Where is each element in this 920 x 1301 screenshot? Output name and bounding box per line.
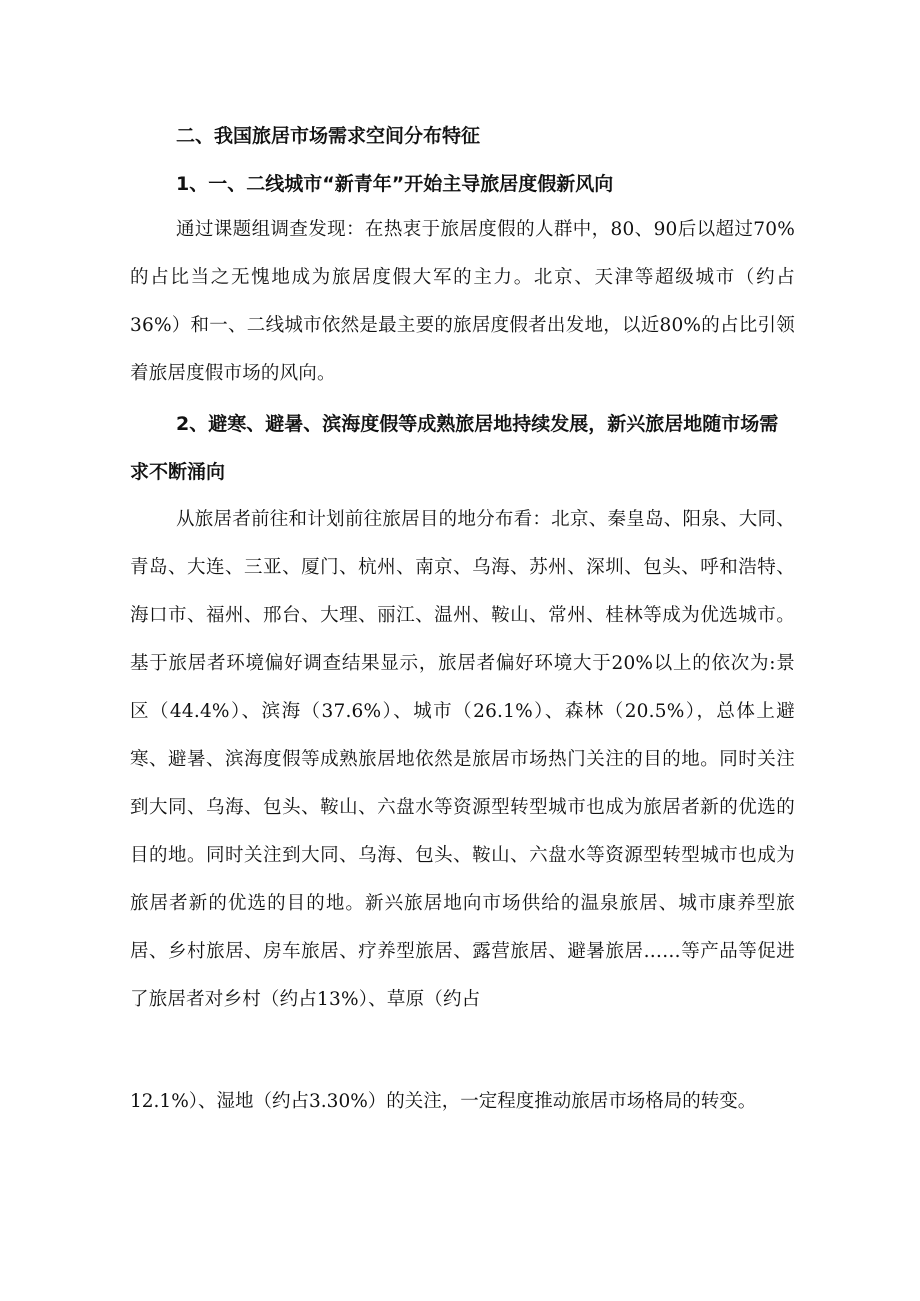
paragraph-survey-findings: 通过课题组调查发现：在热衷于旅居度假的人群中，80、90后以超过70%的占比当之无愧地成为旅居度假大军的主力。北京、天津等超级城市（约占36%）和一、二线城市依然是最主要的旅居度假者出发地，以近80%的占比引领着旅居度假市场的风向。	[130, 219, 795, 384]
subheading-new-youth: 1、一、二线城市“新青年”开始主导旅居度假新风向	[176, 173, 614, 195]
paragraph-destination-distribution-tail: 12.1%）、湿地（约占3.30%）的关注，一定程度推动旅居市场格局的转变。	[130, 1091, 757, 1112]
paragraph-destination-distribution: 从旅居者前往和计划前往旅居目的地分布看：北京、秦皇岛、阳泉、大同、青岛、大连、三亚、厦门、杭州、南京、乌海、苏州、深圳、包头、呼和浩特、海口市、福州、邢台、大理、丽江、温州、鞍山、常州、桂林等成为优选城市。基于旅居者环境偏好调查结果显示，旅居者偏好环境大于20%以上的依次为:景区（44.4%）、滨海（37.6%）、城市（26.1%）、森林（20.5%），总体上避寒、避暑、滨海度假等成熟旅居地依然是旅居市场热门关注的目的地。同时关注到大同、乌海、包头、鞍山、六盘水等资源型转型城市也成为旅居者新的优选的目的地。同时关注到大同、乌海、包头、鞍山、六盘水等资源型转型城市也成为旅居者新的优选的目的地。新兴旅居地向市场供给的温泉旅居、城市康养型旅居、乡村旅居、房车旅居、疗养型旅居、露营旅居、避暑旅居……等产品等促进了旅居者对乡村（约占13%）、草原（约占	[130, 509, 795, 1010]
section-heading: 二、我国旅居市场需求空间分布特征	[176, 125, 481, 147]
subheading-mature-destinations: 2、避寒、避暑、滨海度假等成熟旅居地持续发展，新兴旅居地随市场需求不断涌向	[130, 413, 779, 483]
